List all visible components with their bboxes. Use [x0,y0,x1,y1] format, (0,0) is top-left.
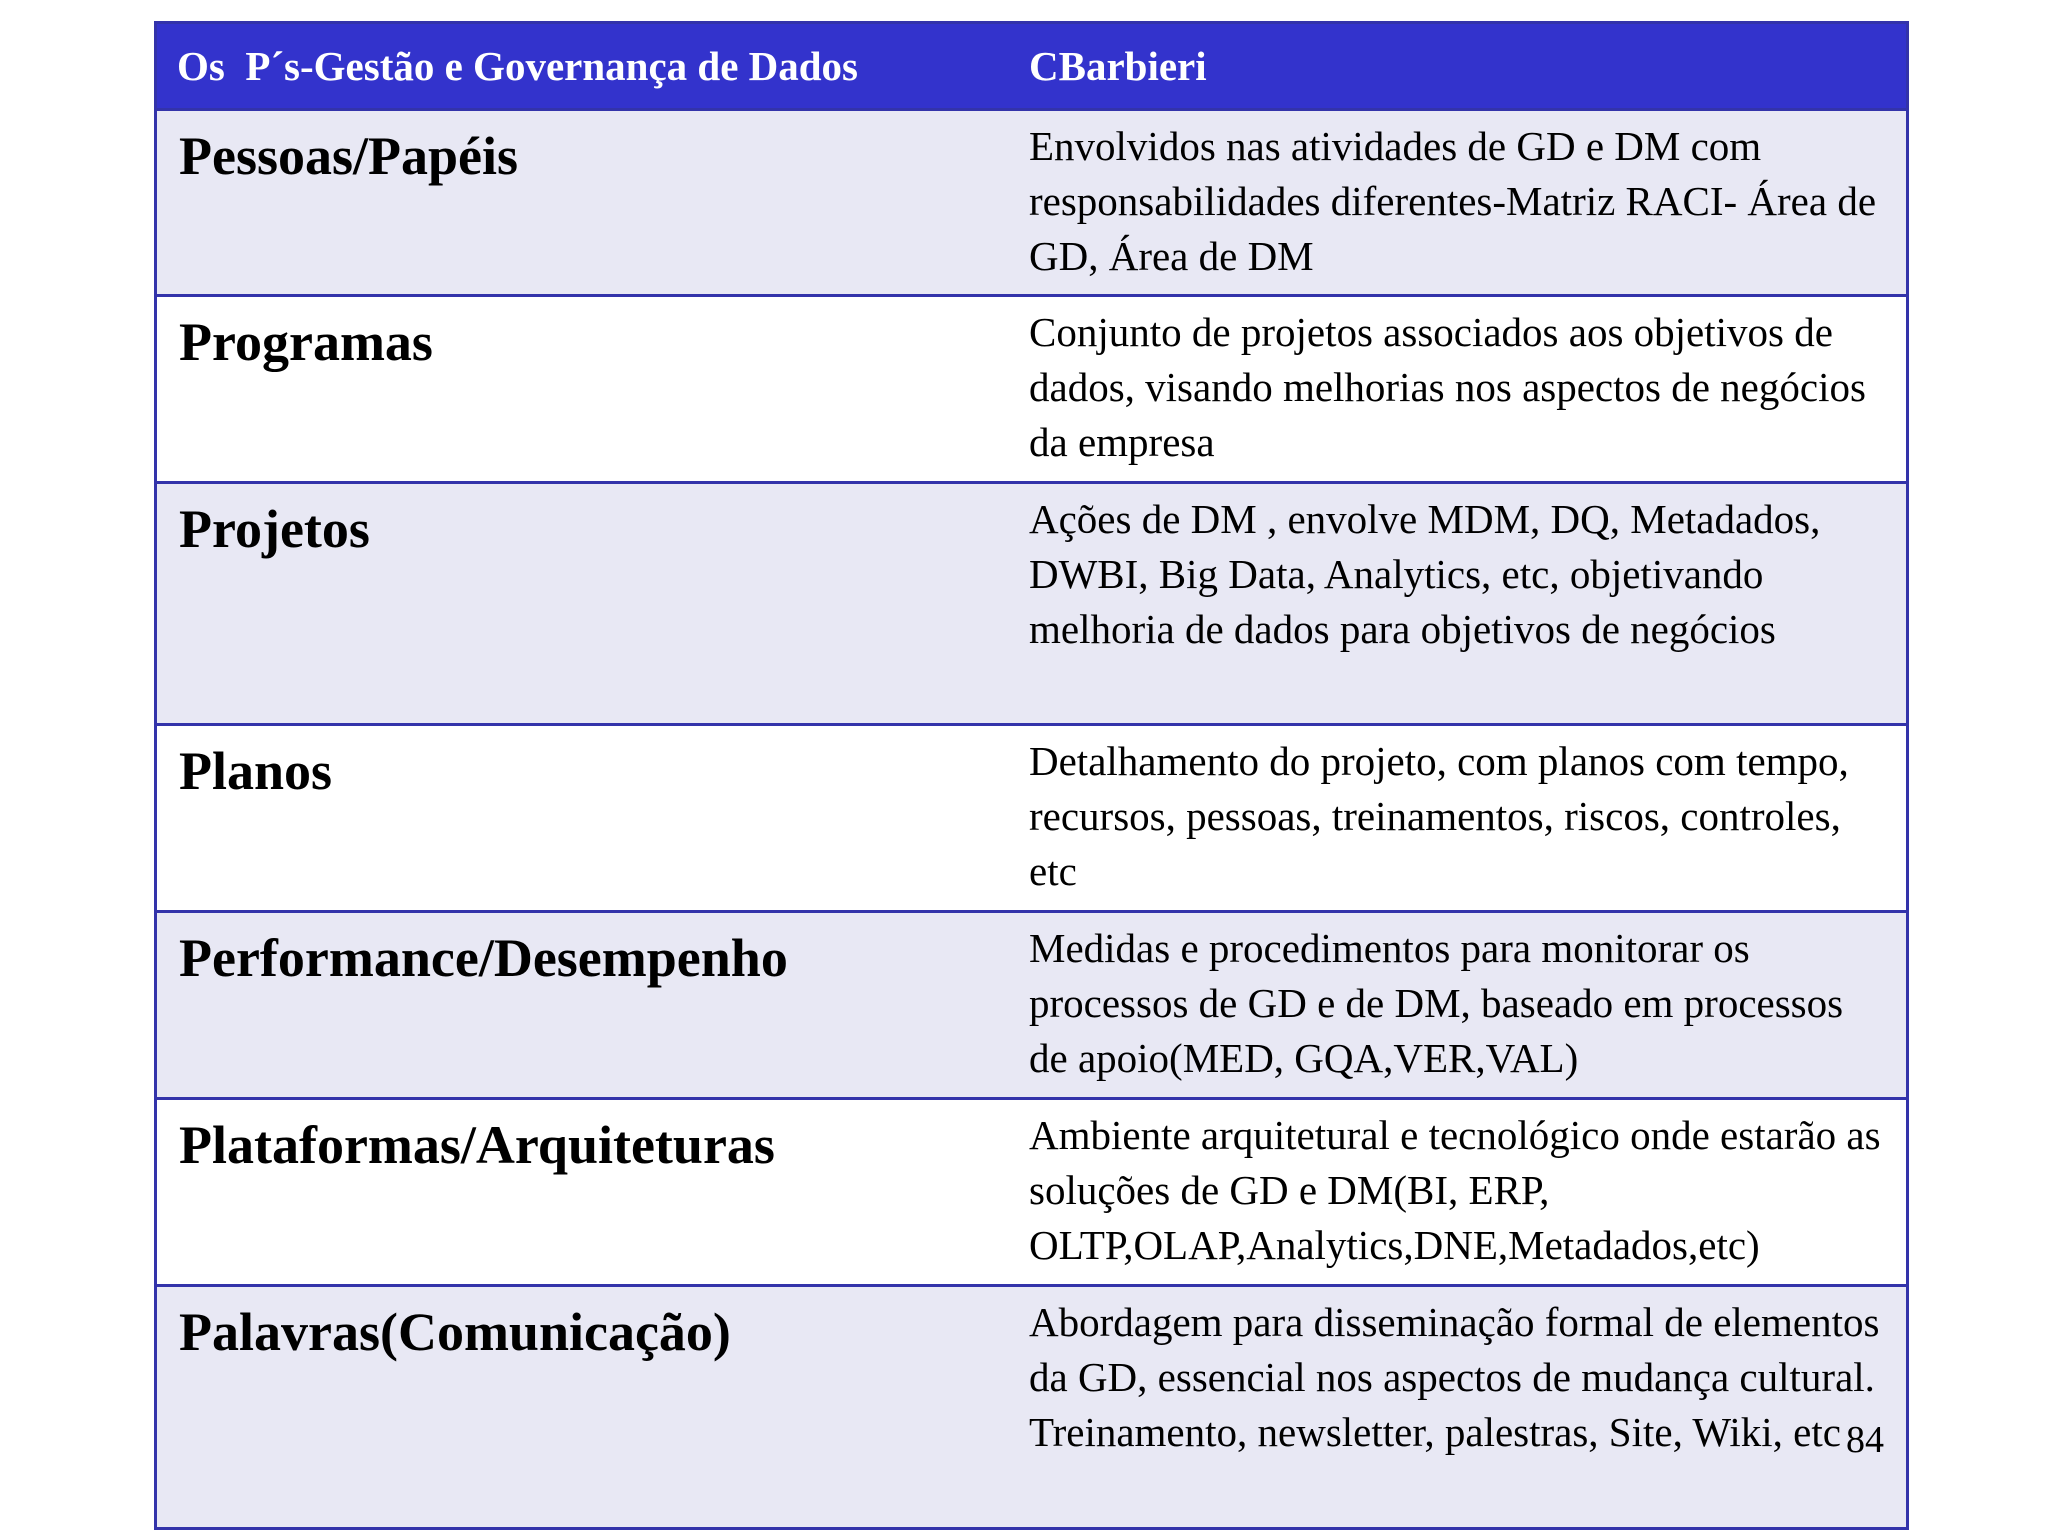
row-description: Envolvidos nas atividades de GD e DM com responsabilidades diferentes-Matriz RACI- Área de GD, Área de DM [1029,123,1877,279]
table-row [157,294,1906,481]
ps-table [154,21,1909,1530]
page-number: 84 [1846,1419,1884,1461]
row-name: Palavras(Comunicação) [179,1302,731,1362]
row-name: Performance/Desempenho [179,928,788,988]
row-name: Programas [179,312,433,372]
row-description: Ações de DM , envolve MDM, DQ, Metadados, DWBI, Big Data, Analytics, etc, objetivando melhoria de dados para objetivos de negócios [1029,496,1821,652]
row-description: Ambiente arquitetural e tecnológico onde estarão as soluções de GD e DM(BI, ERP, OLTP,OLAP,Analytics,DNE,Metadados,etc) [1029,1112,1881,1268]
row-name: Projetos [179,499,370,559]
row-name: Pessoas/Papéis [179,126,519,186]
table-row [157,1097,1906,1284]
row-name: Planos [179,741,333,801]
header-author: CBarbieri [1029,43,1207,89]
table-row [157,723,1906,910]
row-name: Plataformas/Arquiteturas [179,1115,775,1175]
table-row [157,1284,1906,1527]
row-description: Conjunto de projetos associados aos objetivos de dados, visando melhorias nos aspectos de negócios da empresa [1029,309,1866,465]
header-title: Os P´s-Gestão e Governança de Dados [177,43,859,89]
table-row [157,481,1906,723]
table-row [157,910,1906,1097]
row-description: Medidas e procedimentos para monitorar os processos de GD e de DM, baseado em processos de apoio(MED, GQA,VER,VAL) [1029,925,1844,1081]
table-header [157,24,1906,108]
row-description: Abordagem para disseminação formal de elementos da GD, essencial nos aspectos de mudança cultural. Treinamento, newsletter, palestras, Site, Wiki, etc [1029,1299,1880,1455]
row-description: Detalhamento do projeto, com planos com tempo, recursos, pessoas, treinamentos, riscos, controles, etc [1029,738,1849,894]
table-row [157,108,1906,294]
